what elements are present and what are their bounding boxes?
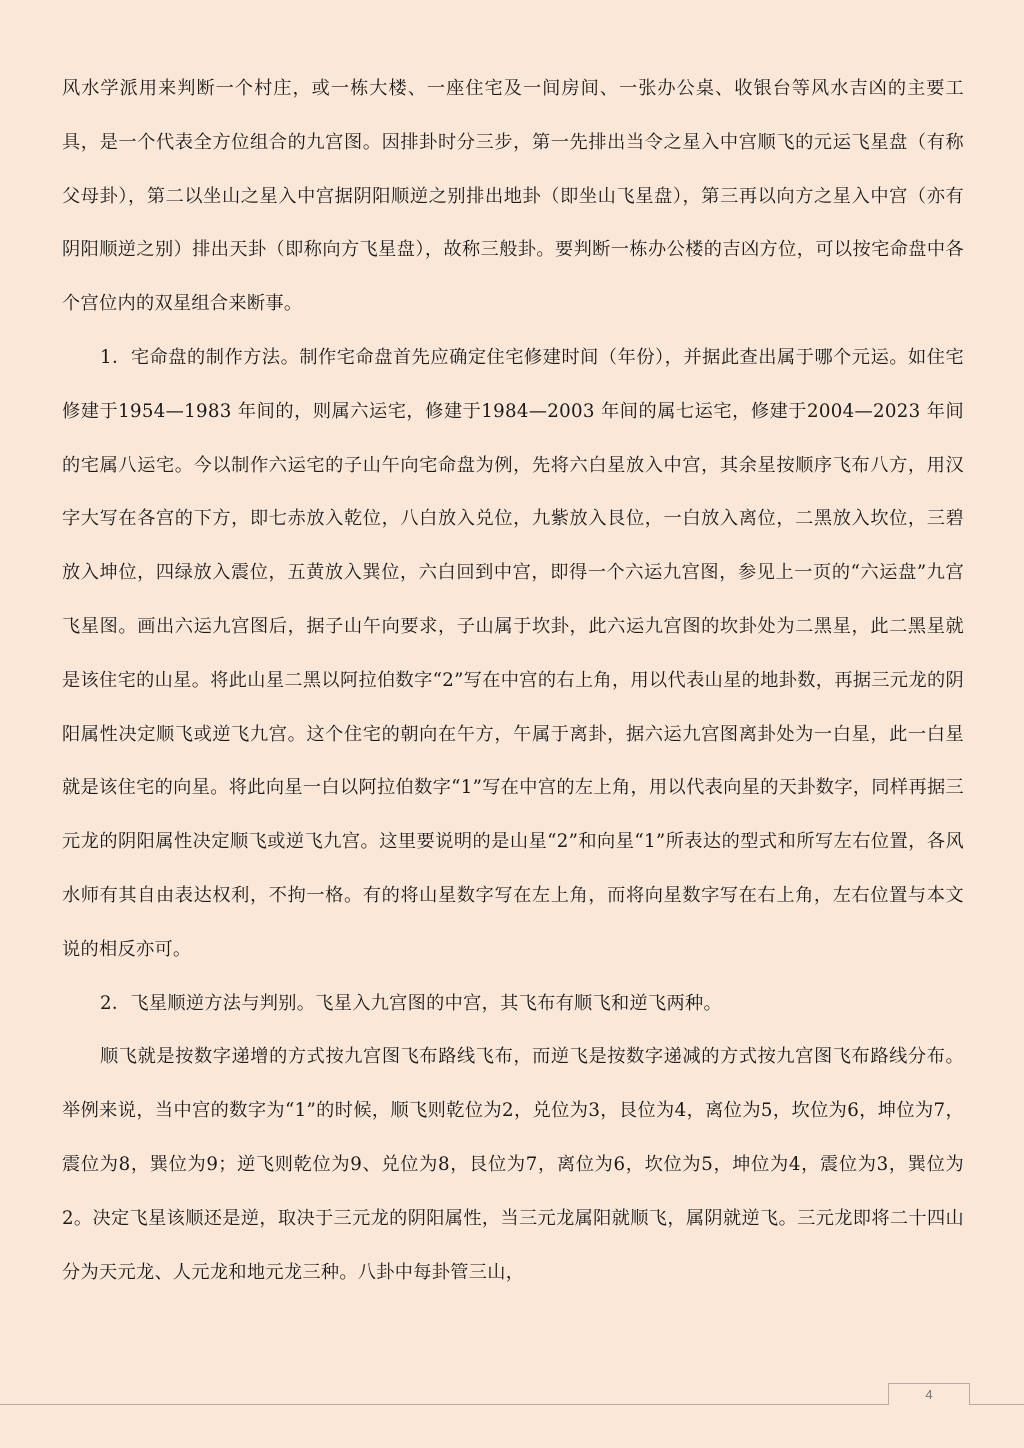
document-page xyxy=(62,62,964,1299)
footer-divider xyxy=(0,1404,1024,1405)
paragraph-section-1: 1．宅命盘的制作方法。制作宅命盘首先应确定住宅修建时间（年份），并据此查出属于哪个元运。如住宅修建于1954—1983 年间的，则属六运宅，修建于1984—2003 年间的属七运宅，修建于2004—2023 年间的宅属八运宅。今以制作六运宅的子山午向宅命盘为例，先将六白星放入中宫，其余星按顺序飞布八方，用汉字大写在各宫的下方，即七赤放入乾位，八白放入兑位，九紫放入艮位，一白放入离位，二黑放入坎位，三碧放入坤位，四绿放入震位，五黄放入巽位，六白回到中宫，即得一个六运九宫图，参见上一页的“六运盘”九宫飞星图。画出六运九宫图后，据子山午向要求，子山属于坎卦，此六运九宫图的坎卦处为二黑星，此二黑星就是该住宅的山星。将此山星二黑以阿拉伯数字“2”写在中宫的右上角，用以代表山星的地卦数，再据三元龙的阴阳属性决定顺飞或逆飞九宫。这个住宅的朝向在午方，午属于离卦，据六运九宫图离卦处为一白星，此一白星就是该住宅的向星。将此向星一白以阿拉伯数字“1”写在中宫的左上角，用以代表向星的天卦数字，同样再据三元龙的阴阳属性决定顺飞或逆飞九宫。这里要说明的是山星“2”和向星“1”所表达的型式和所写左右位置，各风水师有其自由表达权利，不拘一格。有的将山星数字写在左上角，而将向星数字写在右上角，左右位置与本文说的相反亦可。 xyxy=(62,346,965,960)
page-number-tab xyxy=(888,1383,970,1405)
page-number: 4 xyxy=(925,1387,933,1402)
paragraph-intro: 风水学派用来判断一个村庄，或一栋大楼、一座住宅及一间房间、一张办公桌、收银台等风水吉凶的主要工具，是一个代表全方位组合的九宫图。因排卦时分三步，第一先排出当令之星入中宫顺飞的元运飞星盘（有称父母卦），第二以坐山之星入中宫据阴阳顺逆之别排出地卦（即坐山飞星盘），第三再以向方之星入中宫（亦有阴阳顺逆之别）排出天卦（即称向方飞星盘），故称三般卦。要判断一栋办公楼的吉凶方位，可以按宅命盘中各个宫位内的双星组合来断事。 xyxy=(62,78,964,315)
paragraph-section-2: 2．飞星顺逆方法与判别。飞星入九宫图的中宫，其飞布有顺飞和逆飞两种。 xyxy=(100,992,722,1014)
paragraph-shunfei: 顺飞就是按数字递增的方式按九宫图飞布路线飞布，而逆飞是按数字递减的方式按九宫图飞布路线分布。举例来说，当中宫的数字为“1”的时候，顺飞则乾位为2，兑位为3，艮位为4，离位为5，坎位为6，坤位为7，震位为8，巽位为9；逆飞则乾位为9、兑位为8，艮位为7，离位为6，坎位为5，坤位为4，震位为3，巽位为2。决定飞星该顺还是逆，取决于三元龙的阴阳属性，当三元龙属阳就顺飞，属阴就逆飞。三元龙即将二十四山分为天元龙、人元龙和地元龙三种。八卦中每卦管三山， xyxy=(62,1046,964,1283)
